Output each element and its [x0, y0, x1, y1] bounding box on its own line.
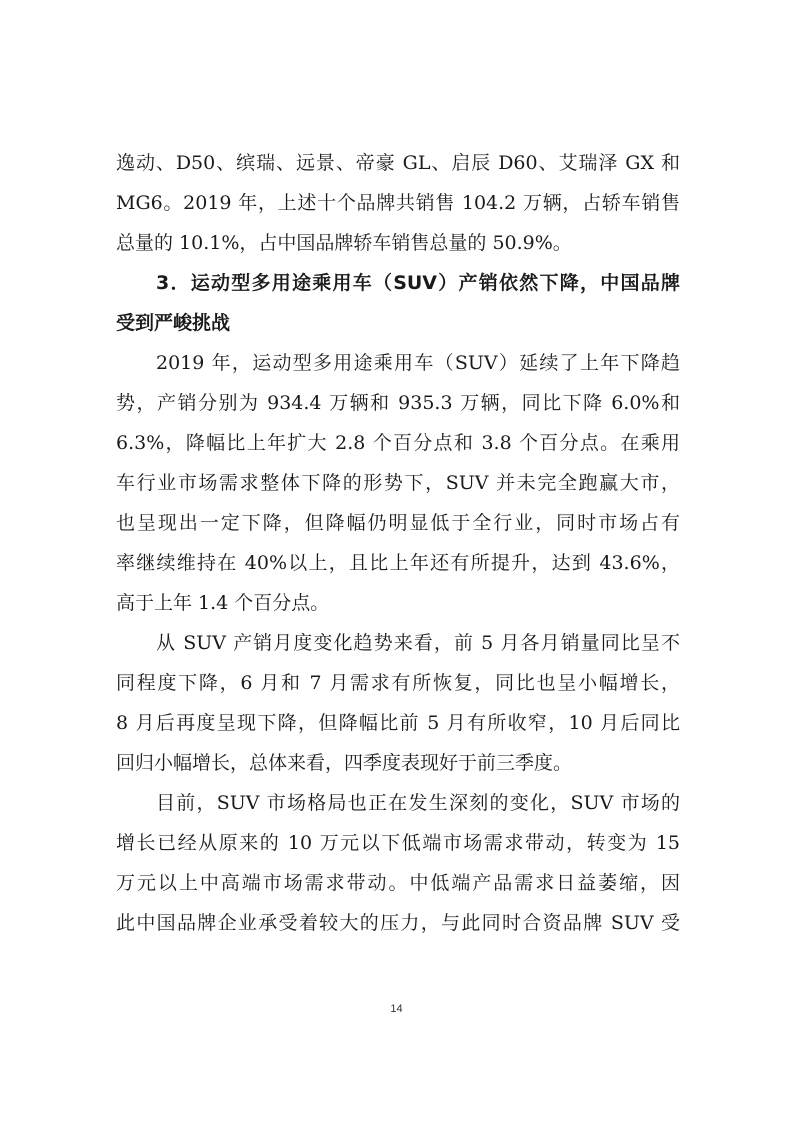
text-line: 同程度下降，6 月和 7 月需求有所恢复，同比也呈小幅增长， [116, 672, 680, 694]
paragraph-suv-sales [116, 343, 680, 623]
text-line: 目前，SUV 市场格局也正在发生深刻的变化，SUV 市场的 [156, 792, 680, 814]
text-line: 高于上年 1.4 个百分点。 [116, 592, 330, 614]
text-line: 8 月后再度呈现下降，但降幅比前 5 月有所收窄，10 月后同比 [116, 712, 680, 734]
text-line: 逸动、D50、缤瑞、远景、帝豪 GL、启辰 D60、艾瑞泽 GX 和 [116, 152, 680, 174]
paragraph-monthly-trend [116, 623, 680, 783]
text-line: 回归小幅增长，总体来看，四季度表现好于前三季度。 [116, 752, 573, 774]
text-line: 增长已经从原来的 10 万元以下低端市场需求带动，转变为 15 [116, 832, 680, 854]
document-body [116, 143, 680, 943]
section-heading [116, 263, 680, 343]
text-line: 从 SUV 产销月度变化趋势来看，前 5 月各月销量同比呈不 [156, 632, 680, 654]
heading-line: 受到严峻挑战 [116, 312, 231, 334]
text-line: 此中国品牌企业承受着较大的压力，与此同时合资品牌 SUV 受 [116, 912, 680, 934]
text-line: 2019 年，运动型多用途乘用车（SUV）延续了上年下降趋 [156, 352, 680, 374]
text-line: 车行业市场需求整体下降的形势下，SUV 并未完全跑赢大市， [116, 472, 680, 494]
paragraph-continued [116, 143, 680, 263]
page-number: 14 [390, 1003, 403, 1015]
text-line: MG6。2019 年，上述十个品牌共销售 104.2 万辆，占轿车销售 [116, 192, 680, 214]
text-line: 率继续维持在 40%以上，且比上年还有所提升，达到 43.6%， [116, 552, 680, 574]
text-line: 势，产销分别为 934.4 万辆和 935.3 万辆，同比下降 6.0%和 [116, 392, 680, 414]
text-line: 也呈现出一定下降，但降幅仍明显低于全行业，同时市场占有 [116, 512, 680, 534]
heading-line: 3．运动型多用途乘用车（SUV）产销依然下降，中国品牌 [156, 272, 680, 294]
paragraph-market-structure [116, 783, 680, 943]
text-line: 万元以上中高端市场需求带动。中低端产品需求日益萎缩，因 [116, 872, 680, 894]
text-line: 总量的 10.1%，占中国品牌轿车销售总量的 50.9%。 [116, 232, 572, 254]
text-line: 6.3%，降幅比上年扩大 2.8 个百分点和 3.8 个百分点。在乘用 [116, 432, 680, 454]
